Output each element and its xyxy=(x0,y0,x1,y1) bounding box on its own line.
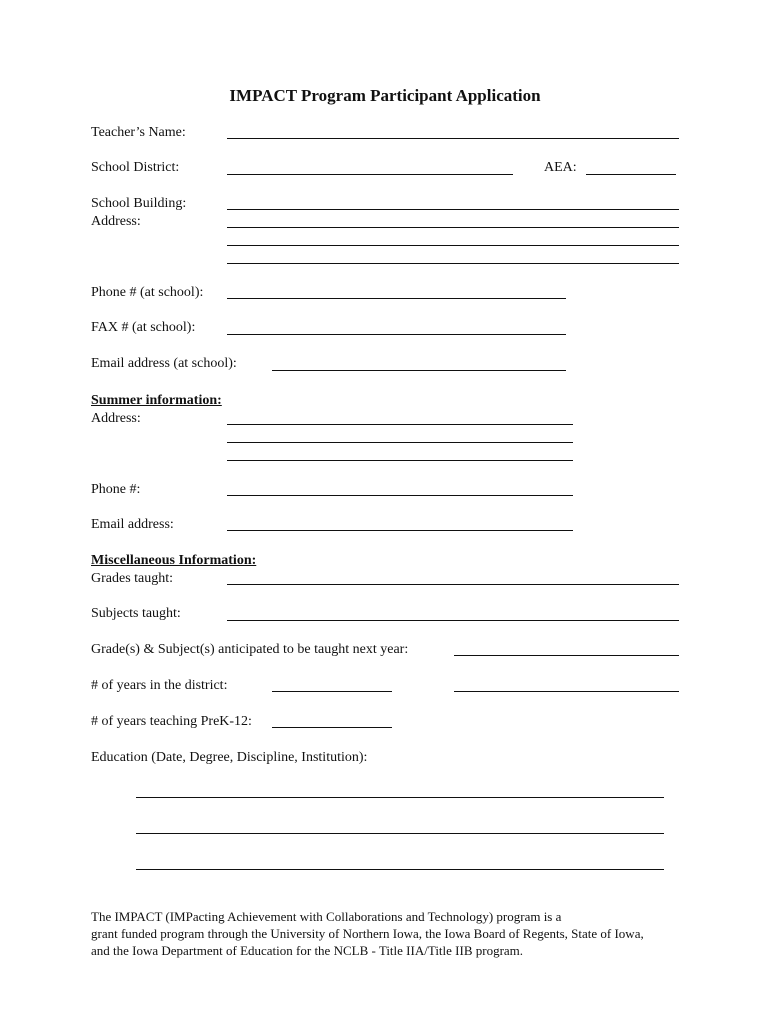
phone-school-field[interactable] xyxy=(227,298,566,299)
footer-line-3: and the Iowa Department of Education for the NCLB - Title IIA/Title IIB program. xyxy=(91,943,524,958)
summer-email-label: Email address: xyxy=(91,517,174,532)
school-address-line-1[interactable] xyxy=(227,209,679,210)
school-district-field[interactable] xyxy=(227,174,513,175)
email-school-label: Email address (at school): xyxy=(91,356,237,371)
aea-label: AEA: xyxy=(544,160,577,175)
email-school-field[interactable] xyxy=(272,370,566,371)
subjects-taught-field[interactable] xyxy=(227,620,679,621)
summer-info-header: Summer information: xyxy=(91,393,222,408)
summer-phone-field[interactable] xyxy=(227,495,573,496)
summer-address-line-1[interactable] xyxy=(227,424,573,425)
fax-school-field[interactable] xyxy=(227,334,566,335)
teacher-name-label: Teacher’s Name: xyxy=(91,125,186,140)
form-title: IMPACT Program Participant Application xyxy=(229,86,541,105)
aea-field[interactable] xyxy=(586,174,676,175)
footer-line-2: grant funded program through the University of Northern Iowa, the Iowa Board of Regents, State of Iowa, xyxy=(91,926,644,941)
grades-taught-label: Grades taught: xyxy=(91,571,174,586)
education-line-2[interactable] xyxy=(136,833,664,834)
summer-email-field[interactable] xyxy=(227,530,573,531)
anticipated-label: Grade(s) & Subject(s) anticipated to be taught next year: xyxy=(91,642,409,657)
summer-address-line-2[interactable] xyxy=(227,442,573,443)
grades-taught-field[interactable] xyxy=(227,584,679,585)
years-teaching-label: # of years teaching PreK-12: xyxy=(91,714,252,729)
education-line-1[interactable] xyxy=(136,797,664,798)
fax-school-label: FAX # (at school): xyxy=(91,320,196,335)
misc-info-header: Miscellaneous Information: xyxy=(91,553,257,568)
education-line-3[interactable] xyxy=(136,869,664,870)
years-district-label: # of years in the district: xyxy=(91,678,228,693)
school-address-line-2[interactable] xyxy=(227,227,679,228)
years-district-extra-field[interactable] xyxy=(454,691,679,692)
school-building-label: School Building: xyxy=(91,196,187,211)
years-district-field[interactable] xyxy=(272,691,392,692)
footer-line-1: The IMPACT (IMPacting Achievement with Collaborations and Technology) program is a xyxy=(91,909,562,924)
phone-school-label: Phone # (at school): xyxy=(91,285,204,300)
school-address-label: Address: xyxy=(91,214,141,229)
summer-address-line-3[interactable] xyxy=(227,460,573,461)
education-label: Education (Date, Degree, Discipline, Institution): xyxy=(91,750,368,765)
school-address-line-3[interactable] xyxy=(227,245,679,246)
teacher-name-field[interactable] xyxy=(227,138,679,139)
subjects-taught-label: Subjects taught: xyxy=(91,606,181,621)
school-district-label: School District: xyxy=(91,160,180,175)
summer-phone-label: Phone #: xyxy=(91,482,141,497)
program-description xyxy=(91,908,691,959)
anticipated-field[interactable] xyxy=(454,655,679,656)
school-address-line-4[interactable] xyxy=(227,263,679,264)
summer-address-label: Address: xyxy=(91,411,141,426)
years-teaching-field[interactable] xyxy=(272,727,392,728)
